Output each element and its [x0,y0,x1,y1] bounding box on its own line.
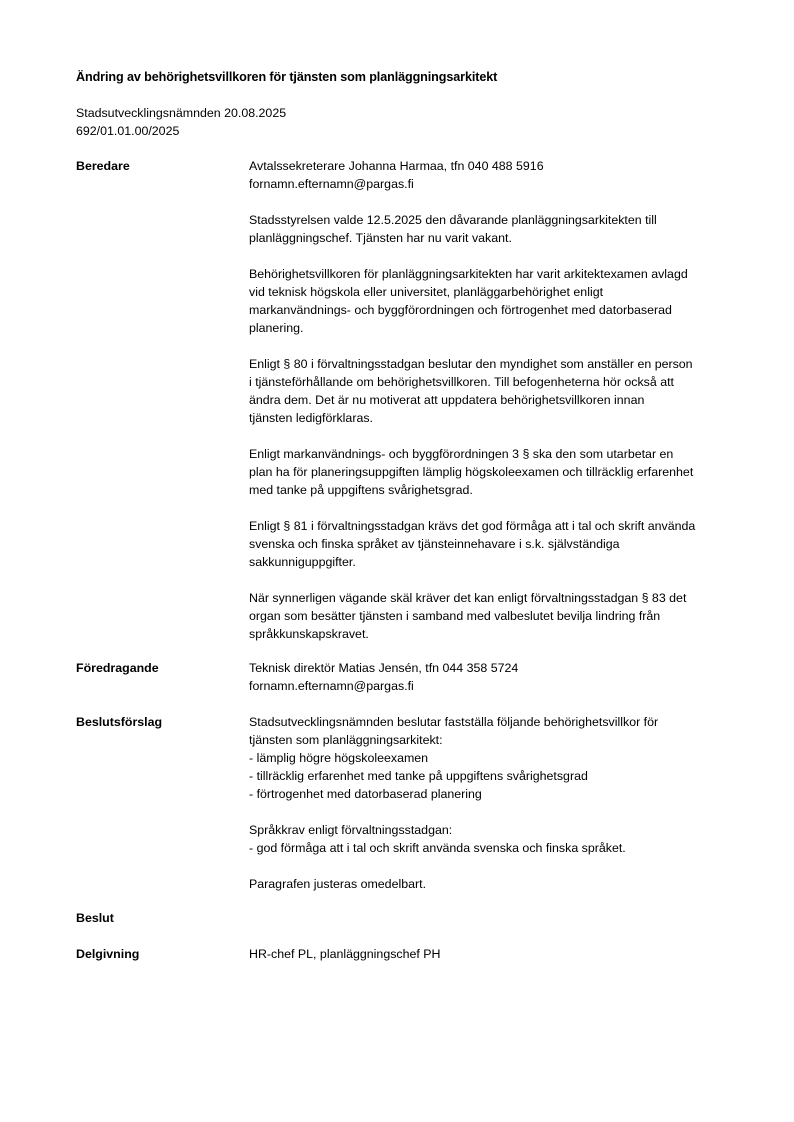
meeting-line: Stadsutvecklingsnämnden 20.08.2025 [76,106,287,120]
section-label-beredare: Beredare [76,159,130,173]
beredare-paragraph: När synnerligen vägande skäl kräver det kan enligt förvaltningsstadgan § 83 det organ som besätter tjänsten i samband med valbeslutet bevilja lindring från språkkunskapskravet. [249,591,687,641]
beredare-paragraph: Enligt markanvändnings- och byggförordningen 3 § ska den som utarbetar en plan ha för planeringsuppgiften lämplig högskoleexamen och tillräcklig erfarenhet med tanke på uppgiftens svårighetsgrad. [249,447,694,497]
section-body-foredragande [249,659,749,695]
section-body-delgivning [249,945,749,963]
beredare-contact-name: Avtalssekreterare Johanna Harmaa, tfn 040 488 5916 [249,159,544,173]
beredare-paragraph: Behörighetsvillkoren för planläggningsarkitekten har varit arkitektexamen avlagd vid teknisk högskola eller universitet, planläggarbehörighet enligt markanvändnings- och byggförordningen och förtrogenhet med datorbaserad planering. [249,267,688,335]
section-body-beredare [249,157,749,643]
beredare-contact-email: fornamn.efternamn@pargas.fi [249,177,414,191]
delgivning-recipients: HR-chef PL, planläggningschef PH [249,947,441,961]
beredare-paragraph: Enligt § 80 i förvaltningsstadgan beslutar den myndighet som anställer en person i tjänsteförhållande om behörighetsvillkoren. Till befogenheterna hör också att ändra dem. Det är nu motiverat att uppdatera behörighetsvillkoren innan tjänsten ledigförklaras. [249,357,693,425]
document-meta [76,104,286,140]
reference-number: 692/01.01.00/2025 [76,124,180,138]
document-title: Ändring av behörighetsvillkoren för tjänsten som planläggningsarkitekt [76,70,498,84]
beredare-paragraph: Enligt § 81 i förvaltningsstadgan krävs det god förmåga att i tal och skrift använda svenska och finska språket av tjänsteinnehavare i s.k. självständiga sakkunniguppgifter. [249,519,696,569]
section-label-beslut: Beslut [76,911,114,925]
section-label-beslutsforslag: Beslutsförslag [76,715,163,729]
section-label-foredragande: Föredragande [76,661,159,675]
beslutsforslag-paragraph: Språkkrav enligt förvaltningsstadgan: - god förmåga att i tal och skrift använda svenska och finska språket. [249,823,626,855]
foredragande-contact-email: fornamn.efternamn@pargas.fi [249,679,414,693]
beredare-contact [249,157,749,193]
beredare-paragraph: Stadsstyrelsen valde 12.5.2025 den dåvarande planläggningsarkitekten till planläggningschef. Tjänsten har nu varit vakant. [249,213,657,245]
section-body-beslutsforslag [249,713,749,893]
beslutsforslag-paragraph: Paragrafen justeras omedelbart. [249,877,427,891]
foredragande-contact [249,659,749,695]
section-label-delgivning: Delgivning [76,947,140,961]
beslutsforslag-paragraph: Stadsutvecklingsnämnden beslutar fastställa följande behörighetsvillkor för tjänsten som planläggningsarkitekt: - lämplig högre högskoleexamen - tillräcklig erfarenhet med tanke på uppgiftens svårighetsgrad - förtrogenhet med datorbaserad planering [249,715,659,801]
foredragande-contact-name: Teknisk direktör Matias Jensén, tfn 044 358 5724 [249,661,519,675]
